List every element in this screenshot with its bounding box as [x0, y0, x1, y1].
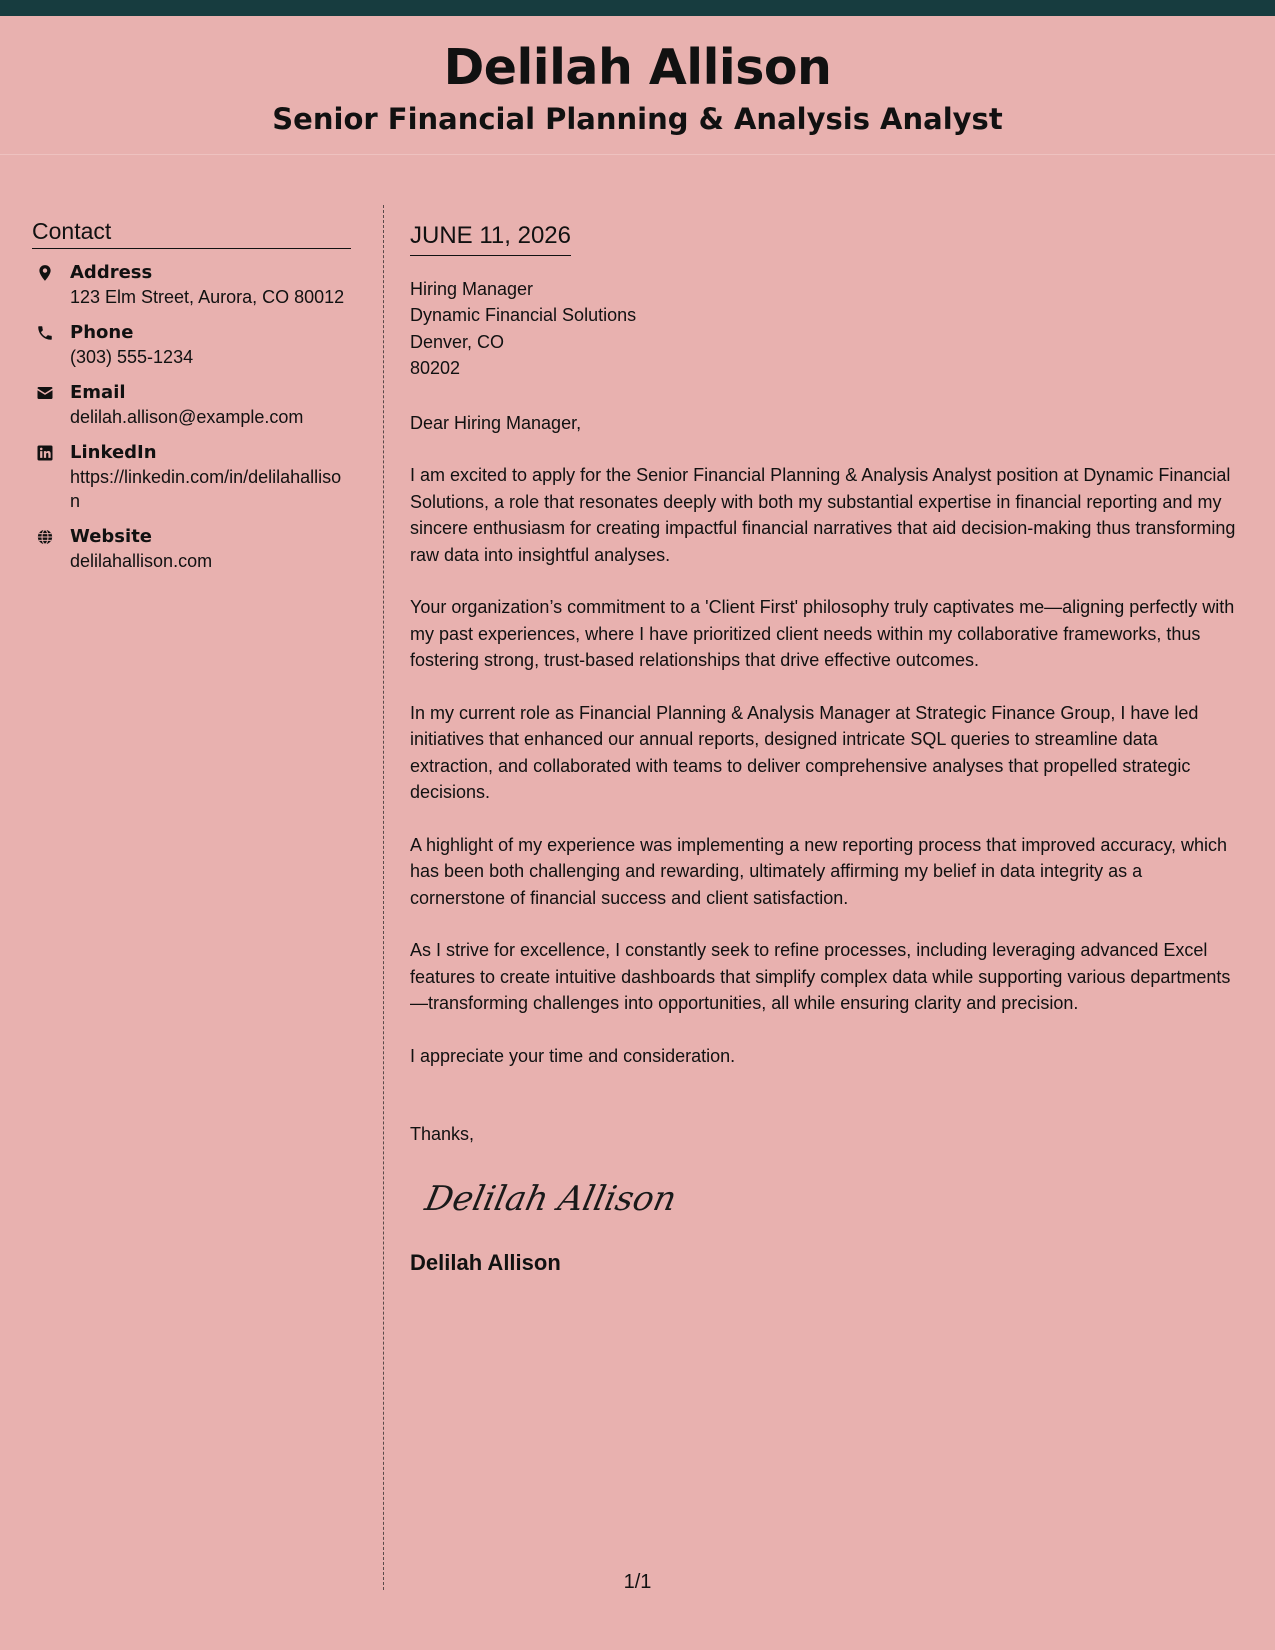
linkedin-icon	[32, 441, 70, 513]
contact-label: Address	[70, 261, 153, 283]
linkedin-value[interactable]: https://linkedin.com/in/delilahallison	[70, 466, 342, 511]
contact-item-email	[32, 381, 351, 429]
contact-label: Phone	[70, 321, 134, 343]
handwritten-signature	[420, 1170, 680, 1230]
letter-date: JUNE 11, 2026	[410, 222, 571, 256]
contact-item-website	[32, 525, 351, 573]
column-divider	[383, 205, 384, 1590]
greeting: Dear Hiring Manager,	[410, 412, 582, 433]
contact-item-address	[32, 261, 351, 309]
signature-text: Delilah Allison	[421, 1179, 680, 1219]
contact-label: Website	[70, 525, 153, 547]
applicant-role: Senior Financial Planning & Analysis Analyst	[272, 102, 1003, 136]
recipient-zip: 80202	[410, 358, 461, 379]
email-value[interactable]: delilah.allison@example.com	[70, 406, 304, 427]
contact-label: Email	[70, 381, 126, 403]
page-header	[0, 16, 1275, 155]
contact-heading: Contact	[32, 218, 351, 249]
body-paragraph: I am excited to apply for the Senior Financial Planning & Analysis Analyst position at Dynamic Financial Solutions, a role that resonates deeply with both my substantial expertise in financial reporting and my sincere enthusiasm for creating impactful financial narratives that aid decision-making thus transforming raw data into insightful analyses.	[410, 465, 1236, 565]
contact-sidebar	[32, 218, 351, 585]
address-value: 123 Elm Street, Aurora, CO 80012	[70, 286, 345, 307]
contact-item-phone	[32, 321, 351, 369]
website-value[interactable]: delilahallison.com	[70, 550, 213, 571]
recipient-title: Hiring Manager	[410, 278, 534, 299]
body-paragraph: Your organization’s commitment to a 'Client First' philosophy truly captivates me—aligning perfectly with my past experiences, where I have prioritized client needs within my collaborative frameworks, thus fostering strong, trust-based relationships that drive effective outcomes.	[410, 597, 1235, 671]
applicant-name: Delilah Allison	[443, 39, 832, 96]
body-paragraph: A highlight of my experience was implementing a new reporting process that improved accuracy, which has been both challenging and rewarding, ultimately affirming my belief in data integrity as a cornerstone of financial success and client satisfaction.	[410, 834, 1228, 908]
body-paragraph: As I strive for excellence, I constantly seek to refine processes, including leveraging advanced Excel features to create intuitive dashboards that simplify complex data while supporting various departments—transforming challenges into opportunities, all while ensuring clarity and precision.	[410, 940, 1231, 1014]
signer-name: Delilah Allison	[410, 1249, 561, 1275]
body-paragraph: In my current role as Financial Planning & Analysis Manager at Strategic Finance Group, I have led initiatives that enhanced our annual reports, designed intricate SQL queries to streamline data extraction, and collaborated with teams to deliver comprehensive analyses that propelled strategic decisions.	[410, 702, 1199, 803]
contact-list	[32, 261, 351, 573]
contact-item-linkedin	[32, 441, 351, 513]
body-paragraph: I appreciate your time and consideration.	[410, 1045, 736, 1066]
envelope-icon	[32, 381, 70, 429]
recipient-block	[410, 276, 1240, 382]
phone-icon	[32, 321, 70, 369]
phone-value: (303) 555-1234	[70, 346, 194, 367]
contact-label: LinkedIn	[70, 441, 157, 463]
letter-body	[410, 222, 1240, 1276]
page-number: 1/1	[623, 1571, 652, 1593]
location-pin-icon	[32, 261, 70, 309]
recipient-company: Dynamic Financial Solutions	[410, 305, 637, 326]
recipient-city: Denver, CO	[410, 331, 505, 352]
top-accent-bar	[0, 0, 1275, 16]
globe-icon	[32, 525, 70, 573]
closing: Thanks,	[410, 1124, 475, 1145]
